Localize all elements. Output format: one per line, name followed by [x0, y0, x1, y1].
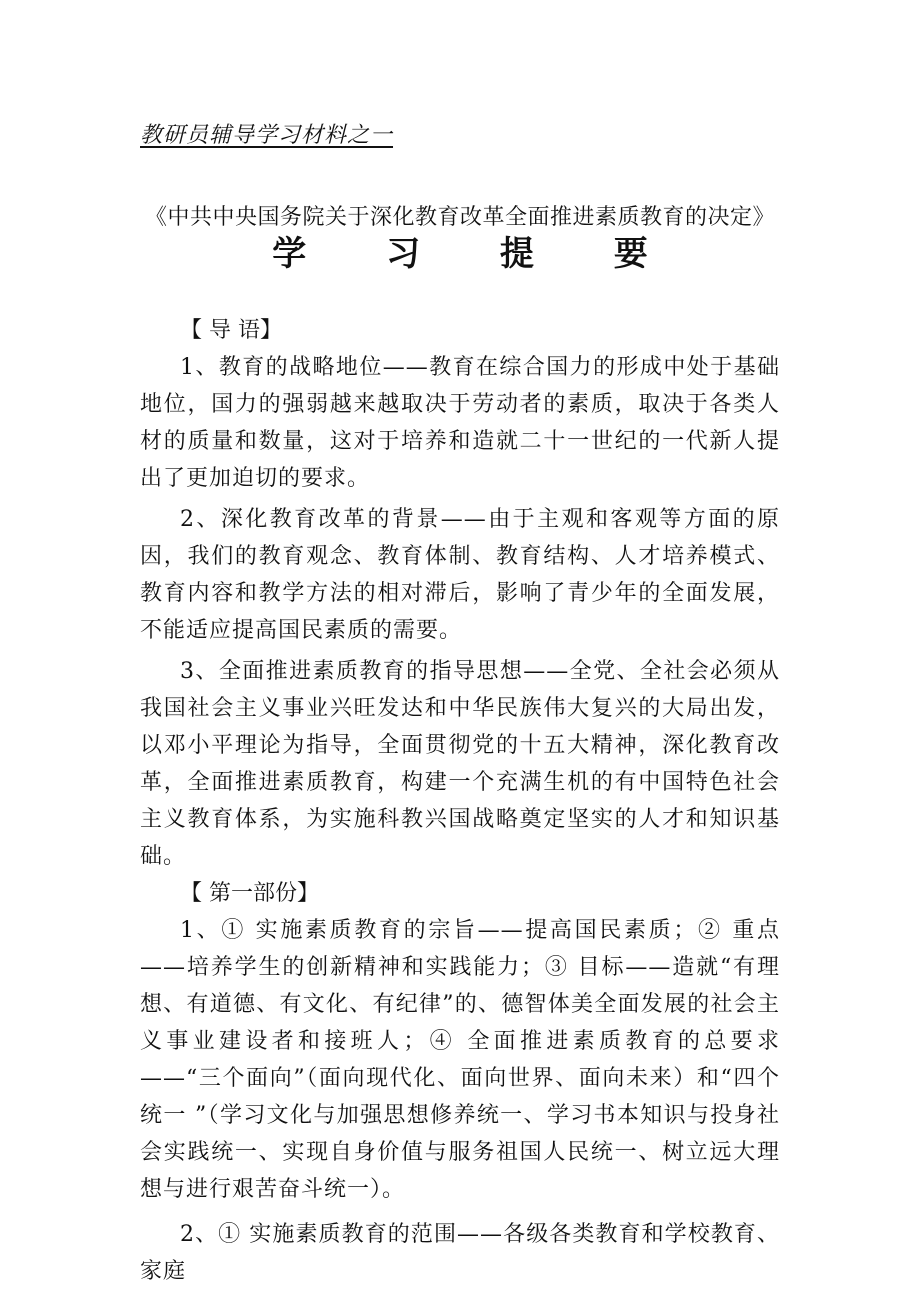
header-note: 教研员辅导学习材料之一 — [140, 123, 394, 148]
paragraph: 1、① 实施素质教育的宗旨——提高国民素质；② 重点——培养学生的创新精神和实践能力；③ 目标——造就“有理想、有道德、有文化、有纪律”的、德智体美全面发展的社会主义事业建设者和接班人；④ 全面推进素质教育的总要求——“三个面向”（面向现代化、面向世界、面向未来）和“四个统一 ”（学习文化与加强思想修养统一、学习书本知识与投身社会实践统一、实现自身价值与服务祖国人民统一、树立远大理想与进行艰苦奋斗统一）。 — [140, 918, 780, 1202]
paragraph: 1、教育的战略地位——教育在综合国力的形成中处于基础地位，国力的强弱越来越取决于劳动者的素质，取决于各类人材的质量和数量，这对于培养和造就二十一世纪的一代新人提出了更加迫切的要求。 — [140, 355, 780, 491]
paragraph: 3、全面推进素质教育的指导思想——全党、全社会必须从我国社会主义事业兴旺发达和中华民族伟大复兴的大局出发，以邓小平理论为指导，全面贯彻党的十五大精神，深化教育改革，全面推进素质教育，构建一个充满生机的有中国特色社会主义教育体系，为实施科教兴国战略奠定坚实的人才和知识基础。 — [140, 659, 780, 869]
section-heading-part-one: 【 第一部份】 — [180, 881, 319, 906]
document-subtitle: 《中共中央国务院关于深化教育改革全面推进素质教育的决定》 — [144, 205, 775, 230]
paragraph: 2、① 实施素质教育的范围——各级各类教育和学校教育、家庭 — [140, 1222, 780, 1284]
paragraph: 2、深化教育改革的背景——由于主观和客观等方面的原因，我们的教育观念、教育体制、教育结构、人才培养模式、教育内容和教学方法的相对滞后，影响了青少年的全面发展，不能适应提高国民素质的需要。 — [140, 507, 780, 643]
document-title: 学 习 提 要 — [272, 234, 682, 274]
section-heading-introduction: 【 导 语】 — [180, 318, 282, 343]
document-body — [140, 312, 780, 1290]
